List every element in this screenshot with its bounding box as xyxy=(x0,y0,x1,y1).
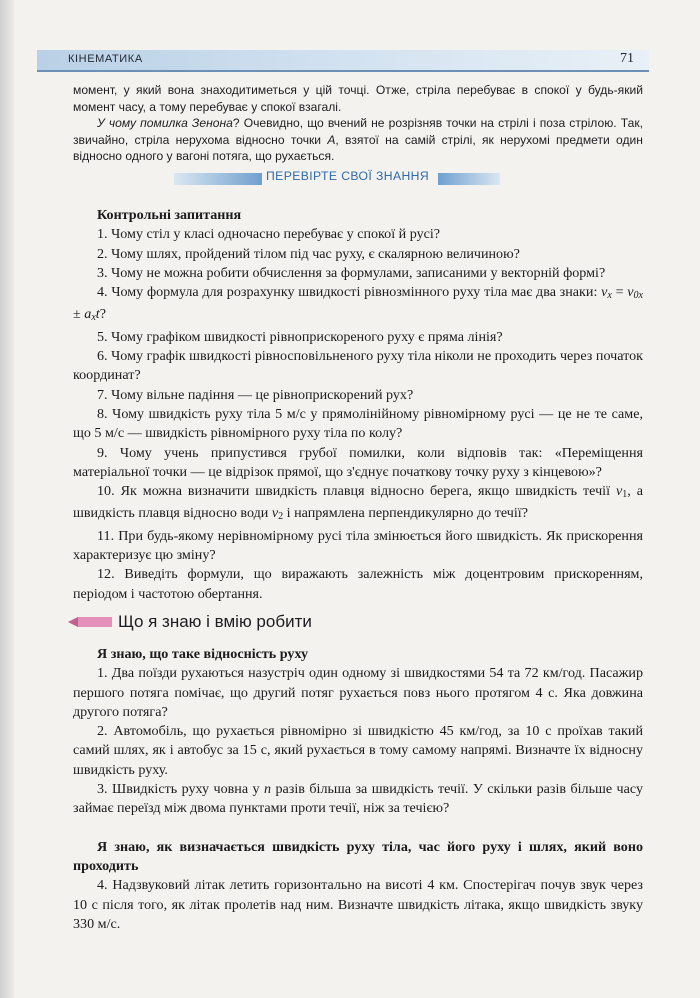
page-edge xyxy=(0,0,14,998)
intro-paragraph-1: момент, у який вона знаходитиметься у цій точці. Отже, стріла перебуває в спокої у будь-який момент часу, а тому перебуває у спокої взагалі. xyxy=(73,83,643,114)
formula-t: t xyxy=(95,306,100,323)
question-8: 8. Чому швидкість руху тіла 5 м/с у прямолінійному рівномірному русі — це не те саме, що 5 м/с — швидкість рівномірного руху тіла по колу? xyxy=(73,405,643,442)
question-3: 3. Чому не можна робити обчислення за формулами, записаними у векторній формі? xyxy=(97,264,606,281)
formula-sub-x: x xyxy=(607,290,612,302)
sub-1: 1 xyxy=(622,489,628,501)
question-4 xyxy=(73,283,643,328)
formula-eq: = xyxy=(611,284,628,301)
section-bar-right xyxy=(438,173,500,185)
task-3-b: разів більша за швидкість течії. У скільки разів більше часу займає переїзд між двома пунктами проти течії, ніж за течією? xyxy=(73,781,644,817)
control-questions xyxy=(73,206,643,604)
intro-p2-text: ? Очевидно, що вчений не розрізняв точки на стрілі і поза стрілою. Так, звичайно, стріла нерухома відносно точки xyxy=(73,116,643,147)
question-6: 6. Чому графік швидкості рівносповільненого руху тіла ніколи не проходить через початок координат? xyxy=(73,348,643,384)
task-4: 4. Надзвуковий літак летить горизонтально на висоті 4 км. Спостерігач почув звук через 10 с після того, як літак пролетів над ним. Визначте швидкість літака, якщо швидкість звуку 330 м/с. xyxy=(73,877,643,932)
header-rule xyxy=(37,70,649,72)
question-1: 1. Чому стіл у класі одночасно перебуває у спокої й русі? xyxy=(97,226,441,243)
intro-question: У чому помилка Зенона xyxy=(97,116,233,131)
check-knowledge-title: ПЕРЕВІРТЕ СВОЇ ЗНАННЯ xyxy=(266,169,430,183)
intro-p2-end: , взятої на самій стрілі, як нерухомі предмети один відносно одного у вагоні потяга, що рухається. xyxy=(73,132,643,164)
formula-pm: ± xyxy=(73,306,85,323)
chapter-title: КІНЕМАТИКА xyxy=(68,53,143,65)
intro-point-var: А xyxy=(327,132,336,147)
formula-question-mark: ? xyxy=(99,306,106,323)
skills-heading-2: Я знаю, як визначається швидкість руху тіла, час його руху і шлях, який воно проходить xyxy=(73,838,643,874)
intro-paragraph-2 xyxy=(73,115,643,165)
formula-sub-ax: x xyxy=(91,312,96,324)
question-11: 11. При будь-якому нерівномірному русі тіла змінюється його швидкість. Як прискорення характеризує цю зміну? xyxy=(73,527,643,564)
section-bar-left xyxy=(174,173,262,185)
question-12: 12. Виведіть формули, що виражають залежність між доцентровим прискоренням, періодом і частотою обертання. xyxy=(73,566,643,602)
pencil-marker-icon xyxy=(68,614,112,630)
skills-tasks xyxy=(73,645,643,934)
sub-2: 2 xyxy=(278,511,284,523)
question-10-b: , а швидкість плавця відносно води xyxy=(73,483,643,522)
task-1: 1. Два поїзди рухаються назустріч один одному зі швидкостями 54 та 72 км/год. Пасажир першого потяга помічає, що другий потяг рухається повз нього протягом 4 с. Яка довжина другого потяга? xyxy=(73,665,643,720)
task-2: 2. Автомобіль, що рухається рівномірно зі швидкістю 45 км/год, за 10 с проїхав такий самий шлях, як і автобус за 15 с, який рухається в тому самому напрямі. Визначте їх відносну швидкість руху. xyxy=(73,723,643,778)
control-questions-heading: Контрольні запитання xyxy=(97,207,242,223)
skills-heading-1: Я знаю, що таке відносність руху xyxy=(97,646,309,662)
formula-sub-0x: 0x xyxy=(633,290,643,302)
question-7: 7. Чому вільне падіння — це рівноприскорений рух? xyxy=(97,386,414,403)
question-5: 5. Чому графіком швидкості рівноприскореного руху є пряма лінія? xyxy=(97,328,503,345)
var-n: n xyxy=(264,781,272,798)
question-10-a: 10. Як можна визначити швидкість плавця відносно берега, якщо швидкість течії xyxy=(97,483,616,500)
task-3 xyxy=(73,780,643,819)
question-10-c: і напрямлена перпендикулярно до течії? xyxy=(283,505,528,522)
var-v2: v xyxy=(271,505,279,522)
formula-v: v xyxy=(601,284,608,301)
formula-v0: v xyxy=(627,284,634,301)
question-9: 9. Чому учень припустився грубої помилки, коли відповів так: «Переміщення матеріальної точки — це відрізок прямої, що з'єднує початкову точку руху з кінцевою»? xyxy=(73,444,643,480)
skills-section-title: Що я знаю і вмію робити xyxy=(118,612,312,631)
formula-a: a xyxy=(84,306,92,323)
question-2: 2. Чому шлях, пройдений тілом під час руху, є скалярною величиною? xyxy=(97,245,520,262)
task-3-a: 3. Швидкість руху човна у xyxy=(97,781,265,798)
var-v1: v xyxy=(615,483,623,500)
question-10 xyxy=(73,482,643,527)
page-number: 71 xyxy=(620,51,634,66)
question-4-text: 4. Чому формула для розрахунку швидкості рівнозмінного руху тіла має два знаки: xyxy=(97,284,598,301)
intro-text xyxy=(73,82,643,165)
